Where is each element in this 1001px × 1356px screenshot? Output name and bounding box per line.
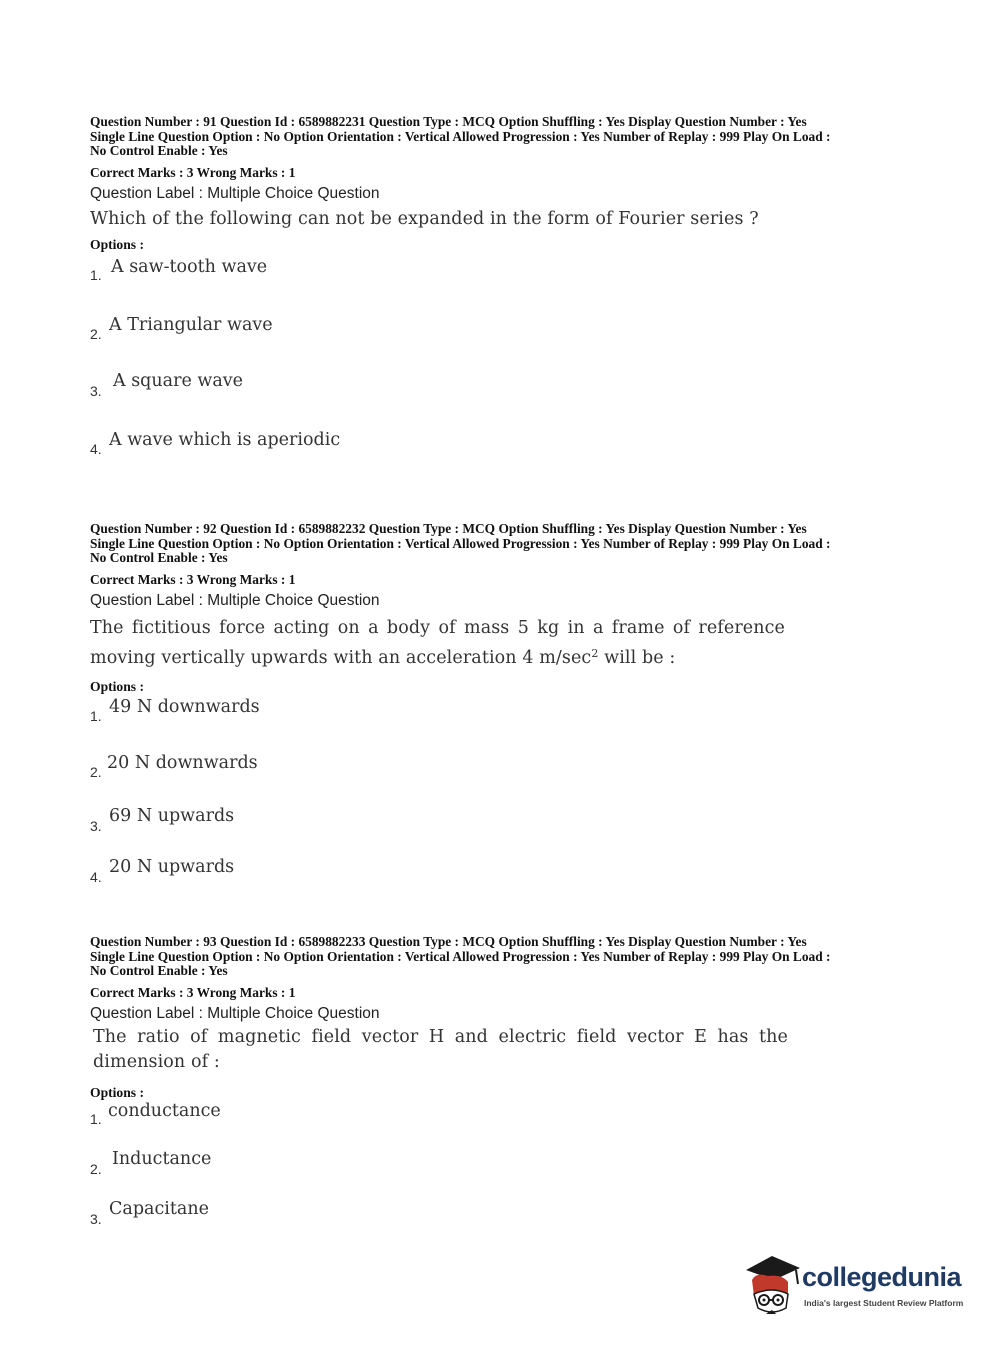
option-text: 49 N downwards bbox=[109, 696, 260, 717]
option-number: 2. bbox=[90, 763, 102, 780]
question-text-part: will be : bbox=[598, 647, 676, 668]
option-text: A saw-tooth wave bbox=[111, 256, 268, 277]
graduate-mascot-icon bbox=[742, 1250, 804, 1320]
option-text: A wave which is aperiodic bbox=[109, 429, 341, 450]
option-text: 69 N upwards bbox=[109, 805, 235, 826]
options-heading: Options : bbox=[90, 1084, 145, 1100]
option-text: 20 N upwards bbox=[109, 856, 235, 877]
option-text: A square wave bbox=[113, 370, 244, 391]
collegedunia-logo bbox=[742, 1250, 972, 1320]
logo-wordmark: collegedunia bbox=[802, 1262, 962, 1292]
question-92 bbox=[90, 522, 920, 895]
option-number: 4. bbox=[90, 868, 102, 885]
option-number: 1. bbox=[90, 1110, 102, 1127]
option-number: 3. bbox=[90, 382, 102, 399]
option-text: Inductance bbox=[112, 1148, 212, 1169]
question-93 bbox=[90, 935, 920, 1241]
question-meta: Question Number : 92 Question Id : 6589882232 Question Type : MCQ Option Shuffling : Yes Display Question Number : Yes Single Line Question Option : No Option Orientation : Vertical Allowed Progression : Yes Number of Replay : 999 Play On Load : No Control Enable : Yes bbox=[90, 521, 831, 566]
option-text: conductance bbox=[108, 1100, 221, 1121]
option-number: 3. bbox=[90, 817, 102, 834]
question-marks: Correct Marks : 3 Wrong Marks : 1 bbox=[90, 984, 296, 1000]
option-number: 1. bbox=[90, 266, 102, 283]
options-heading: Options : bbox=[90, 678, 145, 694]
question-label: Question Label : Multiple Choice Question bbox=[90, 1004, 380, 1022]
question-meta: Question Number : 93 Question Id : 6589882233 Question Type : MCQ Option Shuffling : Yes Display Question Number : Yes Single Line Question Option : No Option Orientation : Vertical Allowed Progression : Yes Number of Replay : 999 Play On Load : No Control Enable : Yes bbox=[90, 934, 831, 979]
option-text: 20 N downwards bbox=[107, 752, 258, 773]
logo-tagline: India's largest Student Review Platform bbox=[804, 1298, 964, 1308]
question-label: Question Label : Multiple Choice Question bbox=[90, 591, 380, 609]
superscript: 2 bbox=[591, 646, 599, 660]
options-heading: Options : bbox=[90, 236, 145, 252]
option-number: 4. bbox=[90, 440, 102, 457]
option-number: 2. bbox=[90, 325, 102, 342]
question-91 bbox=[90, 114, 920, 457]
question-meta: Question Number : 91 Question Id : 6589882231 Question Type : MCQ Option Shuffling : Yes Display Question Number : Yes Single Line Question Option : No Option Orientation : Vertical Allowed Progression : Yes Number of Replay : 999 Play On Load : No Control Enable : Yes bbox=[90, 114, 831, 159]
question-text bbox=[90, 613, 920, 673]
question-label: Question Label : Multiple Choice Question bbox=[90, 184, 380, 202]
question-text: The ratio of magnetic field vector H and electric field vector E has the dimension of : bbox=[93, 1026, 788, 1072]
question-text-part: moving vertically upwards with an acceleration 4 m/sec bbox=[90, 647, 592, 668]
option-number: 2. bbox=[90, 1160, 102, 1177]
option-text: A Triangular wave bbox=[109, 314, 273, 335]
question-text: Which of the following can not be expanded in the form of Fourier series ? bbox=[90, 208, 759, 229]
question-marks: Correct Marks : 3 Wrong Marks : 1 bbox=[90, 571, 296, 587]
question-marks: Correct Marks : 3 Wrong Marks : 1 bbox=[90, 164, 296, 180]
question-text-line-2 bbox=[90, 643, 920, 673]
question-text-line-1: The fictitious force acting on a body of mass 5 kg in a frame of reference bbox=[90, 617, 785, 638]
option-number: 3. bbox=[90, 1210, 102, 1227]
option-text: Capacitane bbox=[109, 1198, 209, 1219]
option-number: 1. bbox=[90, 707, 102, 724]
